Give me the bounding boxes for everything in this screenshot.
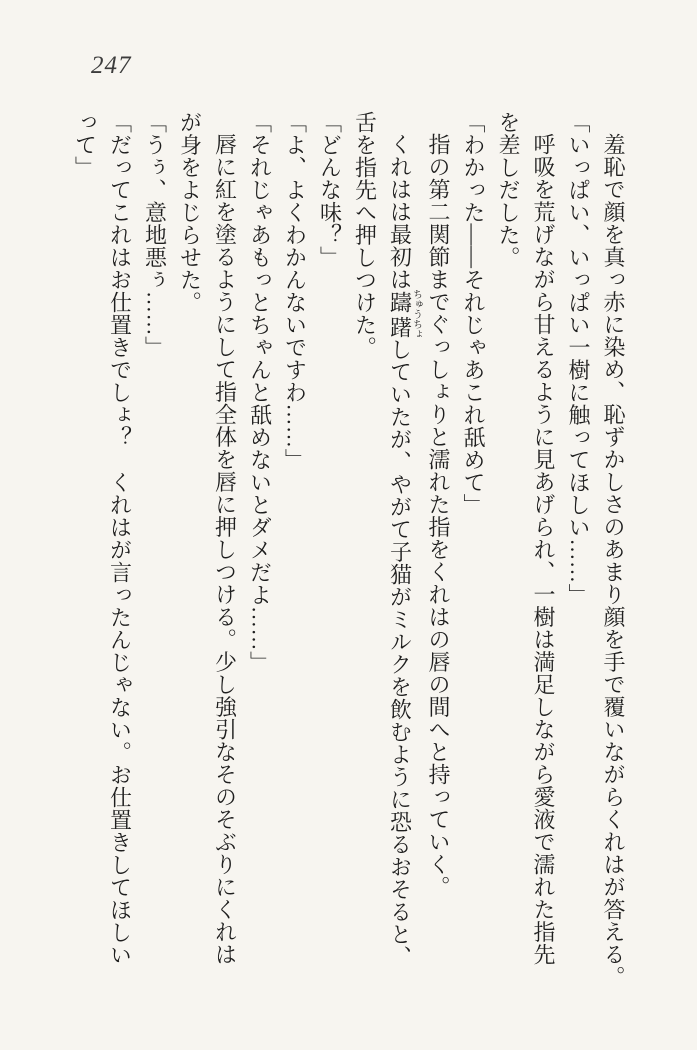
text-line-15: 「だってこれはお仕置きでしょ？ くれはが言ったんじゃない。お仕置きしてほしい (107, 111, 133, 966)
text-line-6: 指の第二関節までぐっしょりと濡れた指をくれはの唇の間へと持っていく。 (426, 133, 451, 898)
text-line-16: って」 (72, 111, 98, 179)
text-line-5: 「わかった——それじゃあこれ舐めて」 (461, 111, 486, 516)
ruby-chuucho (387, 289, 422, 340)
page-number: 247 (91, 52, 132, 79)
ruby-text: ちゅうちょ (410, 289, 422, 340)
text-line-9: 「どんな味？」 (317, 111, 343, 269)
text-line-12: 唇に紅を塗るようにして指全体を唇に押しつける。少し強引なそのそぶりにくれは (212, 133, 238, 966)
text-line-7-post: していたが、やがて子猫がミルクを飲むように恐るおそると、 (387, 338, 413, 968)
text-line-11: 「それじゃあもっとちゃんと舐めないとダメだよ……」 (247, 111, 273, 674)
text-line-2: 「いっぱい、いっぱい一樹に触ってほしい……」 (566, 111, 591, 606)
text-block (68, 111, 632, 1036)
text-line-7-pre: くれはは最初は (387, 133, 413, 291)
ruby-base: 躊躇 (387, 289, 413, 340)
text-line-3: 呼吸を荒げながら甘えるように見あげられ、一樹は満足しながら愛液で濡れた指先 (531, 133, 556, 966)
text-line-13: が身をよじらせた。 (177, 111, 203, 314)
text-line-10: 「よ、よくわかんないですわ……」 (282, 111, 308, 471)
text-line-14: 「うぅ、意地悪ぅ……」 (142, 111, 168, 359)
text-line-8: 舌を指先へ押しつけた。 (352, 111, 378, 359)
text-line-4: を差しだした。 (496, 111, 521, 269)
text-line-7 (383, 111, 422, 1036)
text-line-1: 羞恥で顔を真っ赤に染め、恥ずかしさのあまり顔を手で覆いながらくれはが答える。 (601, 133, 626, 988)
